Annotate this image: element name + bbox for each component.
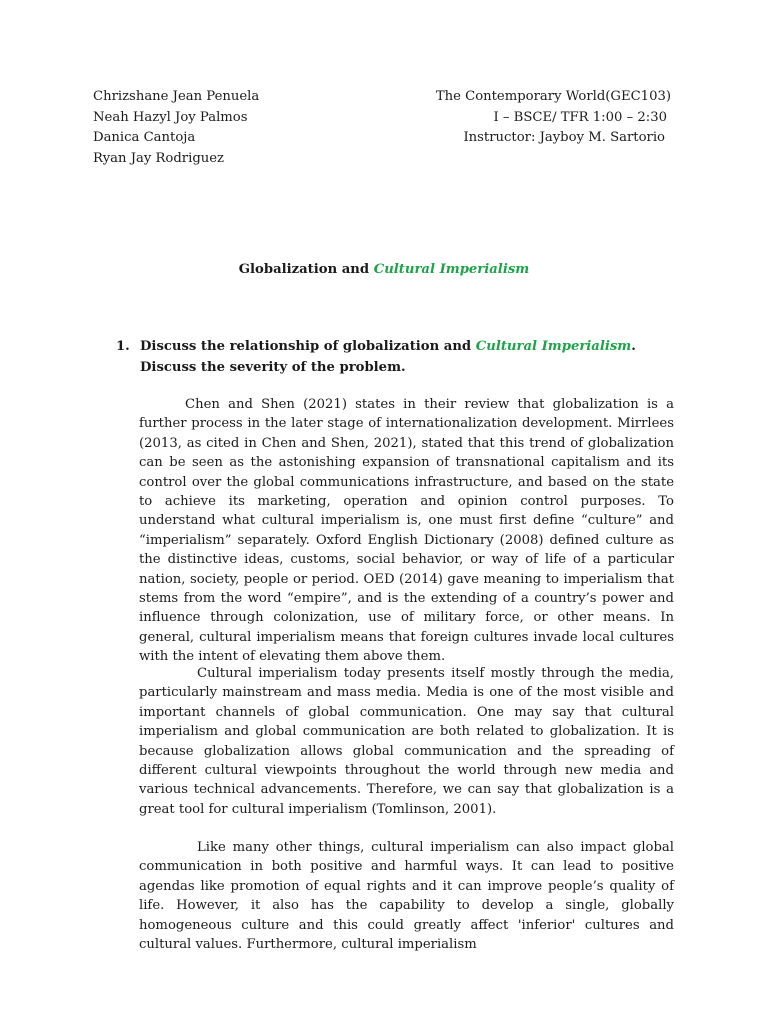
title-plain: Globalization and — [238, 262, 374, 277]
body-paragraph: Chen and Shen (2021) states in their review that globalization is a further process in the later stage of internationalization development. Mirrlees (2013, as cited in Chen and Shen, 2021), stated that this trend of globalization can be seen as the astonishing expansion of transnational capitalism and its control over the global communications infrastructure, and based on the state to achieve its marketing, operation and opinion control purposes. To understand what cultural imperialism is, one must first define “culture” and “imperialism” separately. Oxford English Dictionary (2008) defined culture as the distinctive ideas, customs, social behavior, or way of life of a particular nation, society, people or period. OED (2014) gave meaning to imperialism that stems from the word “empire”, and is the extending of a country’s power and influence through colonization, use of military force, or other means. In general, cultural imperialism means that foreign cultures invade local cultures with the intent of elevating them above them. — [139, 397, 674, 665]
document-title — [0, 261, 768, 279]
author-list — [93, 87, 259, 169]
author-name: Danica Cantoja — [93, 130, 196, 145]
body-paragraph: Cultural imperialism today presents itself mostly through the media, particularly mainstream and mass media. Media is one of the most visible and important channels of global communication. One may say that cultural imperialism and global communication are both related to globalization. It is because globalization allows global communication and the spreading of different cultural viewpoints throughout the world through new media and various technical advancements. Therefore, we can say that globalization is a great tool for cultural imperialism (Tomlinson, 2001). — [139, 666, 674, 817]
body-paragraph: Like many other things, cultural imperialism can also impact global communication in both positive and harmful ways. It can lead to positive agendas like promotion of equal rights and it can improve people’s quality of life. However, it also has the capability to develop a single, globally homogeneous culture and this could greatly affect 'inferior' cultures and cultural values. Furthermore, cultural imperialism — [139, 840, 674, 953]
course-section: I – BSCE/ TFR 1:00 – 2:30 — [493, 109, 667, 125]
question-text-part1: Discuss the relationship of globalization and — [140, 339, 476, 354]
title-highlight: Cultural Imperialism — [373, 262, 530, 277]
question-text — [140, 337, 676, 378]
author-name: Chrizshane Jean Penuela — [93, 89, 260, 104]
author-name: Neah Hazyl Joy Palmos — [93, 109, 248, 125]
author-name: Ryan Jay Rodriguez — [93, 150, 225, 166]
question-item — [116, 337, 676, 378]
course-info — [436, 87, 671, 149]
question-number: 1. — [116, 339, 130, 354]
question-text-part2: . Discuss the severity of the problem. — [140, 339, 636, 375]
course-instructor: Instructor: Jayboy M. Sartorio — [463, 130, 665, 145]
question-highlight: Cultural Imperialism — [475, 339, 632, 354]
course-name: The Contemporary World(GEC103) — [435, 89, 671, 104]
